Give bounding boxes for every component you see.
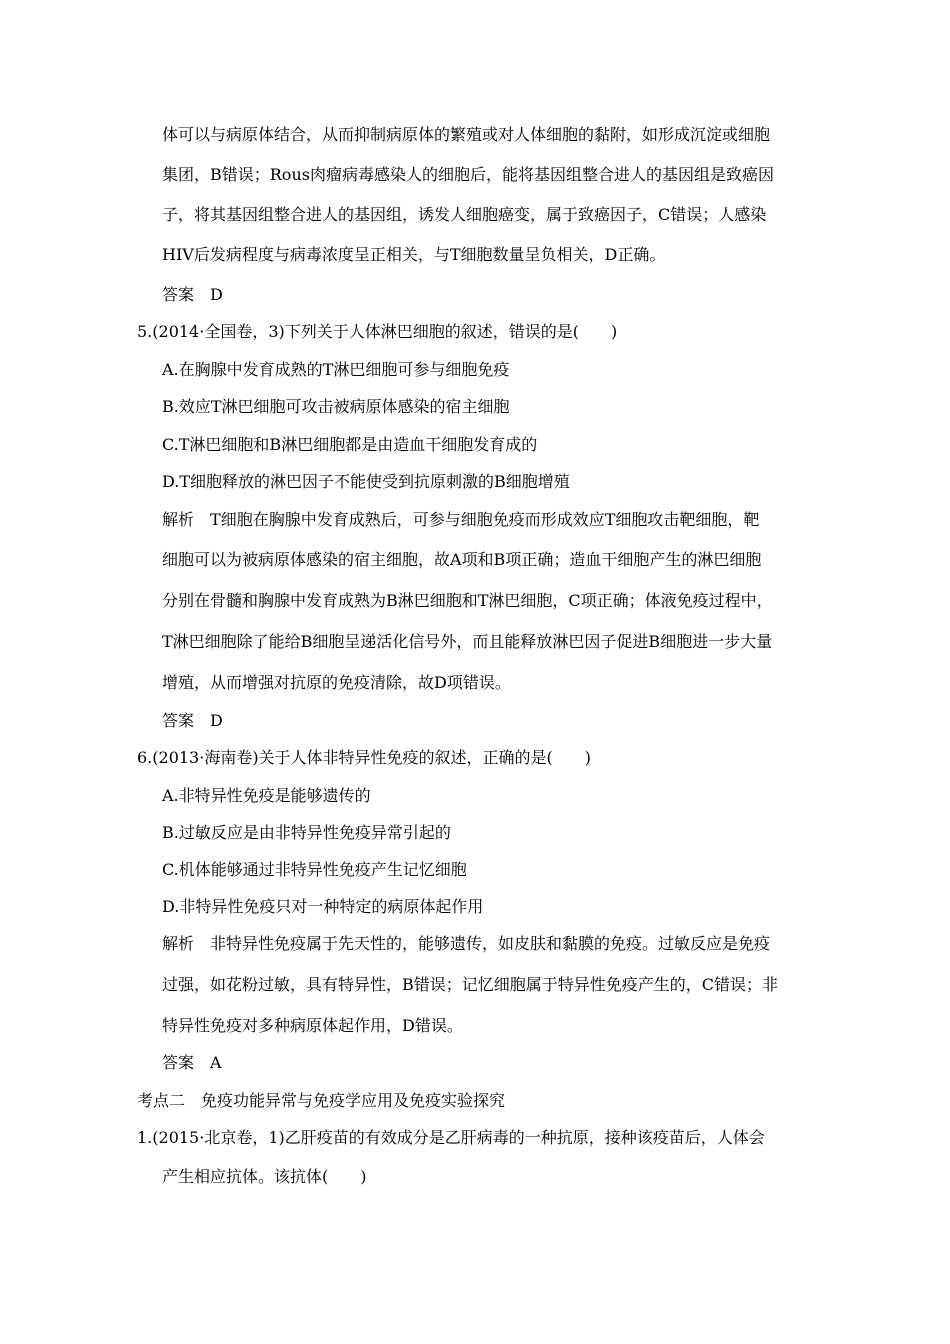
answer-line bbox=[162, 710, 223, 732]
analysis-line: 增殖，从而增强对抗原的免疫清除，故D项错误。 bbox=[162, 673, 511, 692]
analysis-line: T淋巴细胞除了能给B细胞呈递活化信号外，而且能释放淋巴因子促进B细胞进一步大量 bbox=[162, 632, 773, 651]
option-b: B.效应T淋巴细胞可攻击被病原体感染的宿主细胞 bbox=[162, 397, 510, 416]
analysis-label: 解析 bbox=[162, 934, 195, 953]
answer-label: 答案 bbox=[162, 285, 195, 304]
answer-label: 答案 bbox=[162, 711, 195, 730]
explanation-line: 子，将其基因组整合进人的基因组，诱发人细胞癌变，属于致癌因子，C错误；人感染 bbox=[162, 205, 767, 224]
answer-value: A bbox=[210, 1053, 222, 1072]
option-a: A.非特异性免疫是能够遗传的 bbox=[162, 786, 371, 805]
analysis-line: 细胞可以为被病原体感染的宿主细胞，故A项和B项正确；造血干细胞产生的淋巴细胞 bbox=[162, 550, 762, 569]
analysis-text: T细胞在胸腺中发育成熟后，可参与细胞免疫而形成效应T细胞攻击靶细胞，靶 bbox=[210, 510, 760, 529]
analysis-label: 解析 bbox=[162, 510, 195, 529]
analysis-line: 过强，如花粉过敏，具有特异性，B错误；记忆细胞属于特异性免疫产生的，C错误；非 bbox=[162, 975, 779, 994]
explanation-line: 集团，B错误；Rous肉瘤病毒感染人的细胞后，能将基因组整合进人的基因组是致癌因 bbox=[162, 165, 774, 184]
analysis-line bbox=[162, 509, 759, 531]
section-heading: 考点二 免疫功能异常与免疫学应用及免疫实验探究 bbox=[137, 1091, 506, 1110]
question-stem: 5.(2014·全国卷，3)下列关于人体淋巴细胞的叙述，错误的是( ) bbox=[137, 322, 618, 341]
explanation-line: HIV后发病程度与病毒浓度呈正相关，与T细胞数量呈负相关，D正确。 bbox=[162, 245, 666, 264]
question-stem: 1.(2015·北京卷，1)乙肝疫苗的有效成分是乙肝病毒的一种抗原，接种该疫苗后，人体会 bbox=[137, 1128, 765, 1147]
analysis-line bbox=[162, 933, 770, 955]
question-stem: 6.(2013·海南卷)关于人体非特异性免疫的叙述，正确的是( ) bbox=[137, 748, 592, 767]
analysis-text: 非特异性免疫属于先天性的，能够遗传，如皮肤和黏膜的免疫。过敏反应是免疫 bbox=[210, 934, 771, 953]
option-c: C.T淋巴细胞和B淋巴细胞都是由造血干细胞发育成的 bbox=[162, 435, 538, 454]
question-stem-continued: 产生相应抗体。该抗体( ) bbox=[162, 1167, 367, 1186]
option-c: C.机体能够通过非特异性免疫产生记忆细胞 bbox=[162, 860, 467, 879]
answer-value: D bbox=[210, 711, 223, 730]
option-d: D.非特异性免疫只对一种特定的病原体起作用 bbox=[162, 897, 484, 916]
answer-line bbox=[162, 284, 223, 306]
answer-line bbox=[162, 1052, 222, 1074]
option-d: D.T细胞释放的淋巴因子不能使受到抗原刺激的B细胞增殖 bbox=[162, 472, 570, 491]
option-a: A.在胸腺中发育成熟的T淋巴细胞可参与细胞免疫 bbox=[162, 360, 510, 379]
analysis-line: 特异性免疫对多种病原体起作用，D错误。 bbox=[162, 1016, 463, 1035]
explanation-line: 体可以与病原体结合，从而抑制病原体的繁殖或对人体细胞的黏附，如形成沉淀或细胞 bbox=[162, 125, 771, 144]
analysis-line: 分别在骨髓和胸腺中发育成熟为B淋巴细胞和T淋巴细胞，C项正确；体液免疫过程中， bbox=[162, 591, 773, 610]
answer-value: D bbox=[210, 285, 223, 304]
answer-label: 答案 bbox=[162, 1053, 195, 1072]
option-b: B.过敏反应是由非特异性免疫异常引起的 bbox=[162, 823, 451, 842]
